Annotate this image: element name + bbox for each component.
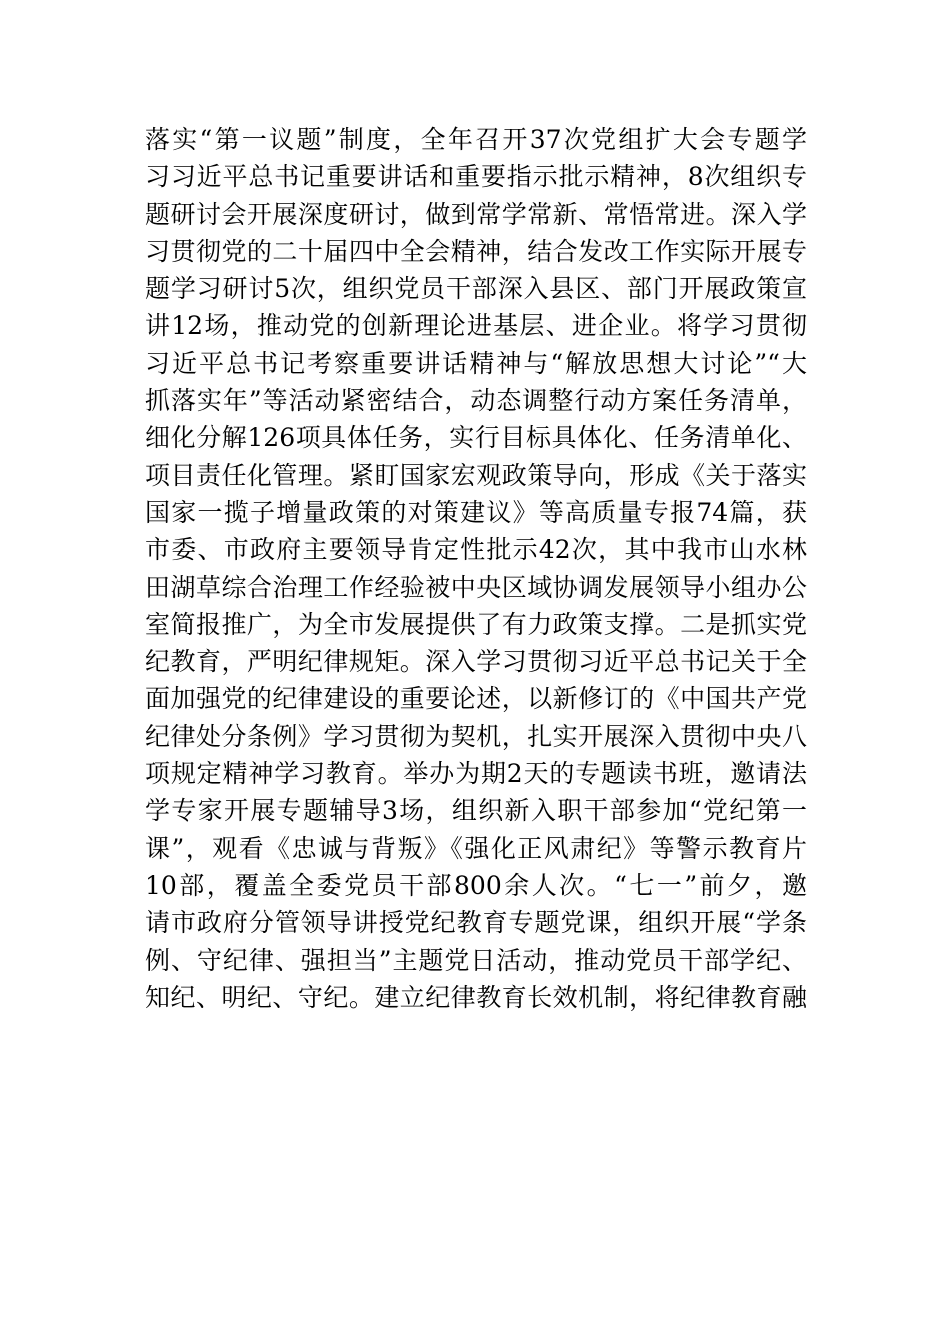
text-line: 习贯彻党的二十届四中全会精神，结合发改工作实际开展专 xyxy=(145,236,807,266)
body-paragraph xyxy=(145,121,807,1016)
text-line: 纪教育，严明纪律规矩。深入学习贯彻习近平总书记关于全 xyxy=(145,647,807,677)
text-line: 例、守纪律、强担当”主题党日活动，推动党员干部学纪、 xyxy=(145,945,807,975)
text-line: 国家一揽子增量政策的对策建议》等高质量专报74篇，获 xyxy=(145,497,807,527)
text-line: 讲12场，推动党的创新理论进基层、进企业。将学习贯彻 xyxy=(145,311,807,341)
text-line: 室简报推广，为全市发展提供了有力政策支撑。二是抓实党 xyxy=(145,609,807,639)
text-line: 题学习研讨5次，组织党员干部深入县区、部门开展政策宣 xyxy=(145,274,807,304)
text-line: 细化分解126项具体任务，实行目标具体化、任务清单化、 xyxy=(145,423,807,453)
text-line: 项目责任化管理。紧盯国家宏观政策导向，形成《关于落实 xyxy=(145,460,807,490)
text-line: 10部，覆盖全委党员干部800余人次。“七一”前夕，邀 xyxy=(145,870,807,900)
text-line: 习近平总书记考察重要讲话精神与“解放思想大讨论”“大 xyxy=(145,348,807,378)
text-line: 落实“第一议题”制度，全年召开37次党组扩大会专题学 xyxy=(145,125,807,154)
text-line: 知纪、明纪、守纪。建立纪律教育长效机制，将纪律教育融 xyxy=(145,982,807,1012)
text-line: 项规定精神学习教育。举办为期2天的专题读书班，邀请法 xyxy=(145,759,807,789)
text-line: 抓落实年”等活动紧密结合，动态调整行动方案任务清单， xyxy=(145,386,807,416)
text-line: 市委、市政府主要领导肯定性批示42次，其中我市山水林 xyxy=(145,535,807,565)
text-line: 学专家开展专题辅导3场，组织新入职干部参加“党纪第一 xyxy=(145,796,807,826)
text-line: 课”，观看《忠诚与背叛》《强化正风肃纪》等警示教育片 xyxy=(145,833,807,863)
text-line: 题研讨会开展深度研讨，做到常学常新、常悟常进。深入学 xyxy=(145,199,807,229)
text-line: 田湖草综合治理工作经验被中央区域协调发展领导小组办公 xyxy=(145,572,807,602)
text-line: 纪律处分条例》学习贯彻为契机，扎实开展深入贯彻中央八 xyxy=(145,721,807,751)
text-line: 习习近平总书记重要讲话和重要指示批示精神，8次组织专 xyxy=(145,162,807,192)
text-line: 请市政府分管领导讲授党纪教育专题党课，组织开展“学条 xyxy=(145,908,807,938)
text-line: 面加强党的纪律建设的重要论述，以新修订的《中国共产党 xyxy=(145,684,807,714)
